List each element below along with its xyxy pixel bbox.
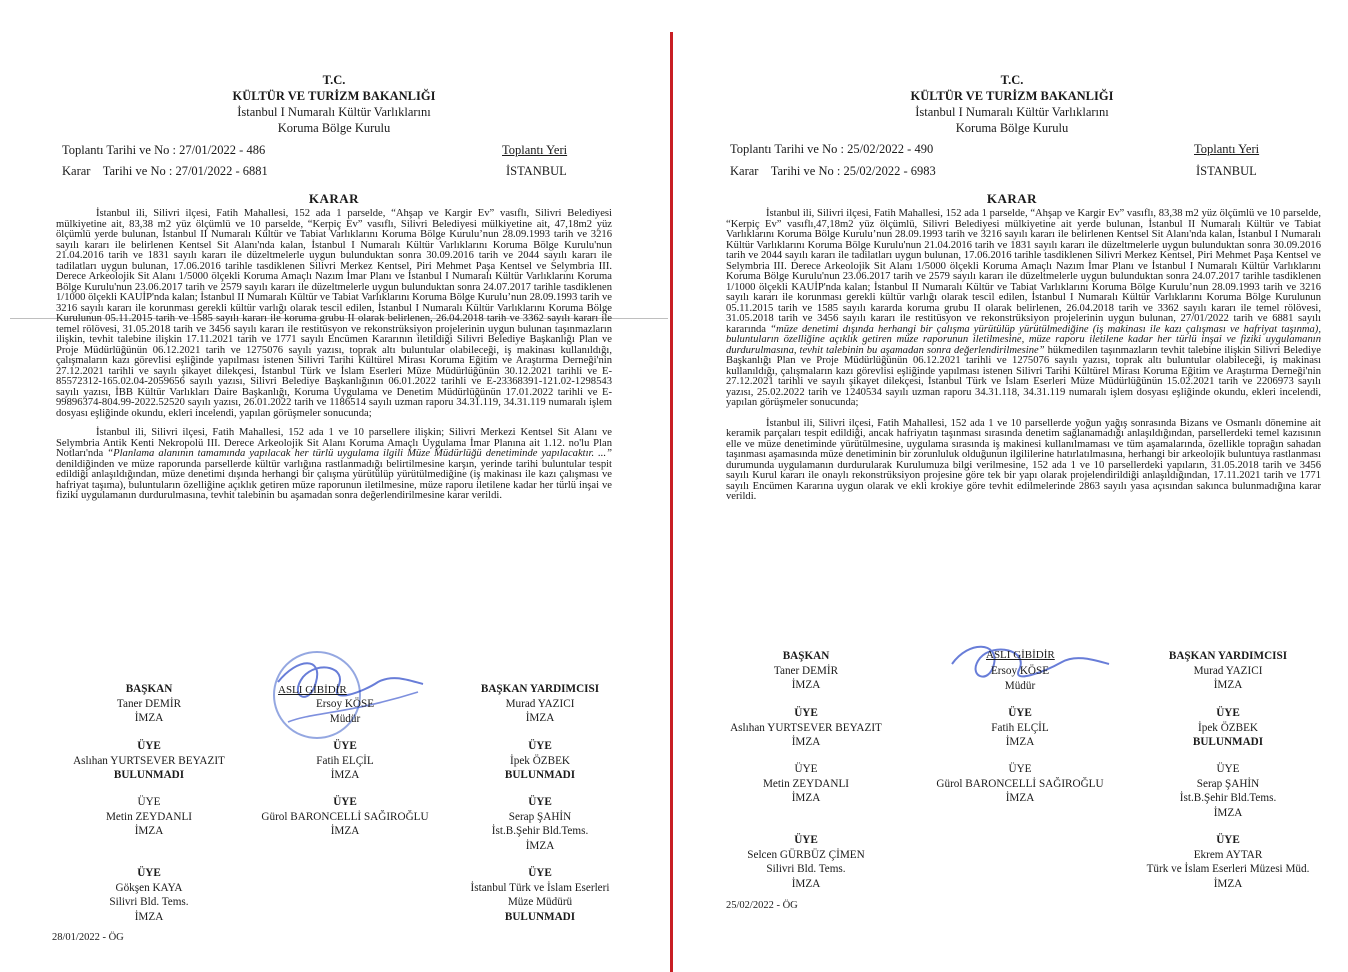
signature-member-5: ÜYE Fatih ELÇİL İMZA [316,740,374,781]
decision-title: KARAR [986,191,1038,206]
decision-body [726,209,1321,503]
signature-member-9: ÜYE Serap ŞAHİN İst.B.Şehir Bld.Tems. İMZA [1179,763,1277,819]
signature-member-7: ÜYE Metin ZEYDANLI İMZA [105,796,193,837]
header-ministry: KÜLTÜR VE TURİZM BAKANLIĞI [910,89,1114,103]
plan-note-quote: “Planlama alanının tamamında yapılacak her türlü uygulama ilgili Müze Müdürlüğü denetiminde yapılacaktır. ...” [107,448,612,459]
signature-chairman: BAŞKAN Taner DEMİR İMZA [773,650,839,691]
signature-member-4: ÜYE Aslıhan YURTSEVER BEYAZIT İMZA [730,707,882,748]
signature-member-11: ÜYE Ekrem AYTAR Türk ve İslam Eserleri Müzesi Müd. İMZA [1146,834,1310,890]
signature-member-9: ÜYE Serap ŞAHİN İst.B.Şehir Bld.Tems. İMZA [491,796,589,852]
decision-page-right [676,0,1348,972]
place-value: İSTANBUL [1196,164,1257,178]
header-tc: T.C. [1000,73,1024,87]
decision-body [56,209,612,502]
meeting-date: Toplantı Tarihi ve No : 27/01/2022 - 486 [62,143,266,157]
header-ministry: KÜLTÜR VE TURİZM BAKANLIĞI [232,89,436,103]
signature-member-7: ÜYE Metin ZEYDANLI İMZA [762,763,850,804]
certified-copy-stamp: ASLI GİBİDİR [278,684,347,696]
signature-member-4: ÜYE Aslıhan YURTSEVER BEYAZIT BULUNMADI [73,740,225,781]
ministry-header [676,72,1348,136]
signature-chairman: BAŞKAN Taner DEMİR İMZA [116,683,182,724]
header-board-line2: Koruma Bölge Kurulu [277,121,391,135]
signature-member-8: ÜYE Gürol BARONCELLİ SAĞIROĞLU İMZA [261,796,429,837]
signature-director: Ersoy KÖSE Müdür [315,698,375,725]
decision-paragraph-2: İstanbul ili, Silivri ilçesi, Fatih Mahallesi, 152 ada 1 ve 10 parsellerde yoğun yağış sonrasında Bizans ve Osmanlı dönemine ait keramik parçaları tespit edildiği, ancak hafriyatın taşınması sırasında denetim sağlanamadığı anlaşıldığından, parsellerdeki temel kazısının elle ve müze denetiminde yürütülmesine, uygulama sırasında iş makinesi kullanılmaması ve tüm aşamalarında, özellikle toprağın sahadan taşınması aşamasında müze denetiminin bir zorunluluk olduğunun ilgililerine hatırlatılmasına, herhangi bir arkeolojik buluntuya rastlanması durumunda uygulamanın durdurularak Kurulumuza bilgi verilmesine, 152 ada 1 ve 10 parsellerdeki yapıların, 31.05.2018 tarih ve 3456 sayılı Kurul kararı ile onaylı rekonstrüksiyon projesine göre tek bir yapı olarak projelendirildiği anlaşıldığından, 17.11.2021 tarih ve 1771 sayılı Encümen Kararına uygun olarak ve ekli krokiye göre tevhit edilmelerinde 2863 sayılı yasa açısından sakınca bulunmadığına karar verildi. [726,417,1321,502]
place-label: Toplantı Yeri [1194,142,1260,156]
header-tc: T.C. [322,73,346,87]
previous-decision-quote: “müze denetimi dışında herhangi bir çalışma yürütülüp yürütülmediğine (iş makinası ile kazı çalışması ve hafriyat taşınma), buluntuların özelliğine açıklık getiren müze raporunun iletilmesine, müze raporu iletilene kadar her türlü inşai ve fiziki uygulamanın durdurulmasına, tevhit talebinin bu aşamadan sonra değerlendirilmesine” [726,323,1321,356]
decision-title: KARAR [308,191,360,206]
meeting-date: Toplantı Tarihi ve No : 25/02/2022 - 490 [730,142,934,156]
decision-paragraph-2: İstanbul ili, Silivri ilçesi, Fatih Mahallesi, 152 ada 1 ve 10 parsellere ilişkin; Silivri Merkezi Kentsel Sit Alanı ve Selymbria Antik Kenti Nekropolü III. Derece Arkeolojik Sit Alanı Koruma Amaçlı Uygulama İmar Planına ait 1.12. no'lu Plan Notları'nda “Planlama alanının tamamında yapılacak her türlü uygulama ilgili Müze Müdürlüğü denetiminde yapılacaktır. ...” denildiğinden ve müze raporunda parsellerde kültür varlığına rastlanmadığı belirtilmesine karşın, yerinde tarihi buluntular tespit edildiği anlaşıldığından, müze denetimi dışında herhangi bir çalışma yürütülüp yürütülmediğine (iş makinası ile kazı çalışması ve hafriyat taşıma), buluntuların özelliğine açıklık getiren müze raporunun iletilmesine, müze raporu iletilene kadar her türlü inşai ve fiziki uygulamanın durdurulmasına, tevhit talebinin bu aşamadan sonra değerlendirilmesine karar verildi. [56,427,612,501]
signature-member-8: ÜYE Gürol BARONCELLİ SAĞIROĞLU İMZA [936,763,1104,804]
header-board-line2: Koruma Bölge Kurulu [955,121,1069,135]
decision-paragraph-1: İstanbul ili, Silivri ilçesi, Fatih Mahallesi, 152 ada 1 parselde, “Ahşap ve Kargir Ev” vasıflı, 83,38 m2 yüz ölçümlü ve 10 parselde, “Kerpiç Ev” vasıflı,47,18m2 yüz ölçümlü, Silivri Belediyesi mülkiyetine ait yerde bulunan, İstanbul II Numaralı Kültür ve Tabiat Varlıklarını Koruma Bölge Kurulu’nun 28.09.1993 tarih ve 3216 sayılı kararı ile belirlenen Kentsel Sit Alanı'nda kalan, İstanbul I Numaralı Kültür Varlıklarını Koruma Bölge Kurulu'nun 21.04.2016 tarih ve 1831 sayılı kararı ile düzeltmelerle uygun bulunduktan sonra 30.09.2016 tarih ve 2044 sayılı kararı ile tadilatları uygun bulunan, 17.06.2016 tarihle tasdiklenen Silivri Merkez Kentsel, Piri Mehmet Paşa Kentsel ve Selymbria III. Derece Arkeolojik Sit Alanı 1/5000 ölçekli Koruma Amaçlı Nazım İmar Planı ve İstanbul I Numaralı Kültür Varlıklarını Koruma Bölge Kurulu'nun 23.06.2017 tarih ve 2579 sayılı kararı ile düzeltmelerle uygun bulunduktan sonra 24.07.2017 tarihle tasdiklenen 1/1000 ölçekli KAUİP'nda kalan; İstanbul II Numaralı Kültür ve Tabiat Varlıklarını Koruma Bölge Kurulu’nun 28.09.1993 tarih ve 3216 sayılı kararı ile korunması gerekli kültür varlığı olarak tescil edilen, İstanbul I Numaralı Kültür Varlıklarını Koruma Bölge Kurulunun 05.11.2015 tarih ve 1585 sayılı kararda koruma grubu II olarak belirlenen, 26.04.2018 tarih ve 3362 sayılı kararı ile temel rölövesi, 31.05.2018 tarih ve 3456 sayılı kararı ile restitüsyon ve rekonstrüksiyon projelerinin uygun bulunan, 27/01/2022 tarih ve 6881 sayılı kararında “müze denetimi dışında herhangi bir çalışma yürütülüp yürütülmediğine (iş makinası ile kazı çalışması ve hafriyat taşınma), buluntuların özelliğine açıklık getiren müze raporunun iletilmesine, müze raporu iletilene kadar her türlü inşai ve fiziki uygulamanın durdurulmasına, tevhit talebinin bu aşamadan sonra değerlendirilmesine” hükmedilen taşınmazların tevhit talebine ilişkin Silivri Belediye Başkanlığı Plan ve Proje Müdürlüğünün 06.12.2021 tarihli ve 1275076 sayılı yazısı, toprak altı buluntular olabileceği, iş makinası kullanıldığı, çalışmaların kazı görevlisi eşliğinde yapılması istenen Silivri Tarihi Kültürel Mirası Koruma Eğitim ve Araştırma Derneği'nin 27.12.2021 tarihli ve sayılı şikayet dilekçesi, İstanbul Türk ve İslam Eserleri Müze Müdürlüğünün 15.02.2021 tarih ve 2206973 sayılı yazısı, 25.02.2022 tarih ve 1240534 sayılı uzman raporu 34.31.118, 34.31.119 numaralı işlem dosyası eşliğinde okundu, ekleri incelendi, yapılan görüşmeler sonucunda; [726,208,1321,408]
place-value: İSTANBUL [506,164,567,178]
signature-member-11: ÜYE İstanbul Türk ve İslam Eserleri Müze Müdürü BULUNMADI [470,867,610,923]
decision-date: Karar Tarihi ve No : 27/01/2022 - 6881 [62,164,268,178]
certified-copy-stamp: ASLI GİBİDİR [986,649,1055,661]
footer-date: 28/01/2022 - ÖG [52,932,124,943]
signature-vice-chairman: BAŞKAN YARDIMCISI Murad YAZICI İMZA [1168,650,1288,691]
signature-member-5: ÜYE Fatih ELÇİL İMZA [991,707,1049,748]
header-board-line1: İstanbul I Numaralı Kültür Varlıklarını [237,105,431,119]
signature-member-6: ÜYE İpek ÖZBEK BULUNMADI [504,740,576,781]
place-label: Toplantı Yeri [502,143,568,157]
signature-member-10: ÜYE Gökşen KAYA Silivri Bld. Tems. İMZA [109,867,189,923]
signature-member-10: ÜYE Selcen GÜRBÜZ ÇİMEN Silivri Bld. Tems. İMZA [747,834,865,890]
decision-date: Karar Tarihi ve No : 25/02/2022 - 6983 [730,164,936,178]
header-board-line1: İstanbul I Numaralı Kültür Varlıklarını [915,105,1109,119]
decision-page-left [0,0,668,972]
signature-director: Ersoy KÖSE Müdür [990,665,1050,692]
signature-member-6: ÜYE İpek ÖZBEK BULUNMADI [1192,707,1264,748]
page-divider [668,32,676,972]
signature-vice-chairman: BAŞKAN YARDIMCISI Murad YAZICI İMZA [480,683,600,724]
decision-paragraph-1: İstanbul ili, Silivri ilçesi, Fatih Mahallesi, 152 ada 1 parselde, “Ahşap ve Kargir Ev” vasıflı, Silivri Belediyesi mülkiyetine ait, 83,38 m2 yüz ölçümlü ve 10 parselde, “Kerpiç Ev” vasıflı, Silivri Belediyesi mülkiyetine ait, 47,18m2 yüz ölçümlü yerde bulunan, İstanbul II Numaralı Kültür ve Tabiat Varlıklarını Koruma Bölge Kurulu’nun 28.09.1993 tarih ve 3216 sayılı kararı ile belirlenen Kentsel Sit Alanı'nda kalan, İstanbul I Numaralı Kültür Varlıklarını Koruma Bölge Kurulu'nun 21.04.2016 tarih ve 1831 sayılı kararı ile düzeltmelerle uygun bulunduktan sonra 30.09.2016 tarih ve 2044 sayılı kararı ile tadilatları uygun bulunan, 17.06.2016 tarihle tasdiklenen Silivri Merkez Kentsel, Piri Mehmet Paşa Kentsel ve Selymbria III. Derece Arkeolojik Sit Alanı 1/5000 ölçekli Koruma Amaçlı Nazım İmar Planı ve İstanbul I Numaralı Kültür Varlıklarını Koruma Bölge Kurulu'nun 23.06.2017 tarih ve 2579 sayılı kararı ile düzeltmelerle uygun bulunduktan sonra 24.07.2017 tarihle tasdiklenen 1/1000 ölçekli KAUİP'nda kalan; İstanbul II Numaralı Kültür ve Tabiat Varlıklarını Koruma Bölge Kurulu’nun 28.09.1993 tarih ve 3216 sayılı kararı ile korunması gerekli kültür varlığı olarak tescil edilen, İstanbul I Numaralı Kültür Varlıklarını Koruma Bölge Kurulunun 05.11.2015 tarih ve 1585 sayılı kararı ile koruma grubu II olarak belirlenen, 26.04.2018 tarih ve 3362 sayılı kararı ile temel rölövesi, 31.05.2018 tarih ve 3456 sayılı kararı ile restitüsyon ve rekonstrüksiyon projelerinin uygun bulunan taşınmazların ilişkin, tevhit talebine ilişkin 17.11.2021 tarih ve 1771 sayılı Encümen Kararının iletildiği Silivri Belediye Başkanlığı Plan ve Proje Müdürlüğünün 06.12.2021 tarih ve 1275076 sayılı yazısı, toprak altı buluntular olabileceği, iş makinası kullanıldığı, çalışmaların kazı görevlisi eşliğinde yapılması istenen Silivri Tarihi Kültürel Mirası Koruma Eğitim ve Araştırma Derneği'nin 27.12.2021 tarihli ve sayılı şikayet dilekçesi, İstanbul Türk ve İslam Eserleri Müze Müdürlüğünün 30.12.2021 tarihli ve E-85572312-165.02.04-2059656 sayılı yazısı, Silivri Belediye Başkanlığının 06.01.2022 tarihli ve E-23368391-121.02-1298543 sayılı yazısı, İBB Kültür Varlıkları Daire Başkanlığı, Koruma Uygulama ve Denetim Müdürlüğünün 17.01.2022 tarihli ve E-99896374-804.99-2022.52520 sayılı yazısı, 26.01.2022 tarih ve 1186514 sayılı uzman raporu 34.31.119, 34.31.119 numaralı işlem dosyası eşliğinde okundu, ekleri incelendi, yapılan görüşmeler sonucunda; [56,208,612,419]
footer-date: 25/02/2022 - ÖG [726,900,798,911]
ministry-header [0,72,668,136]
